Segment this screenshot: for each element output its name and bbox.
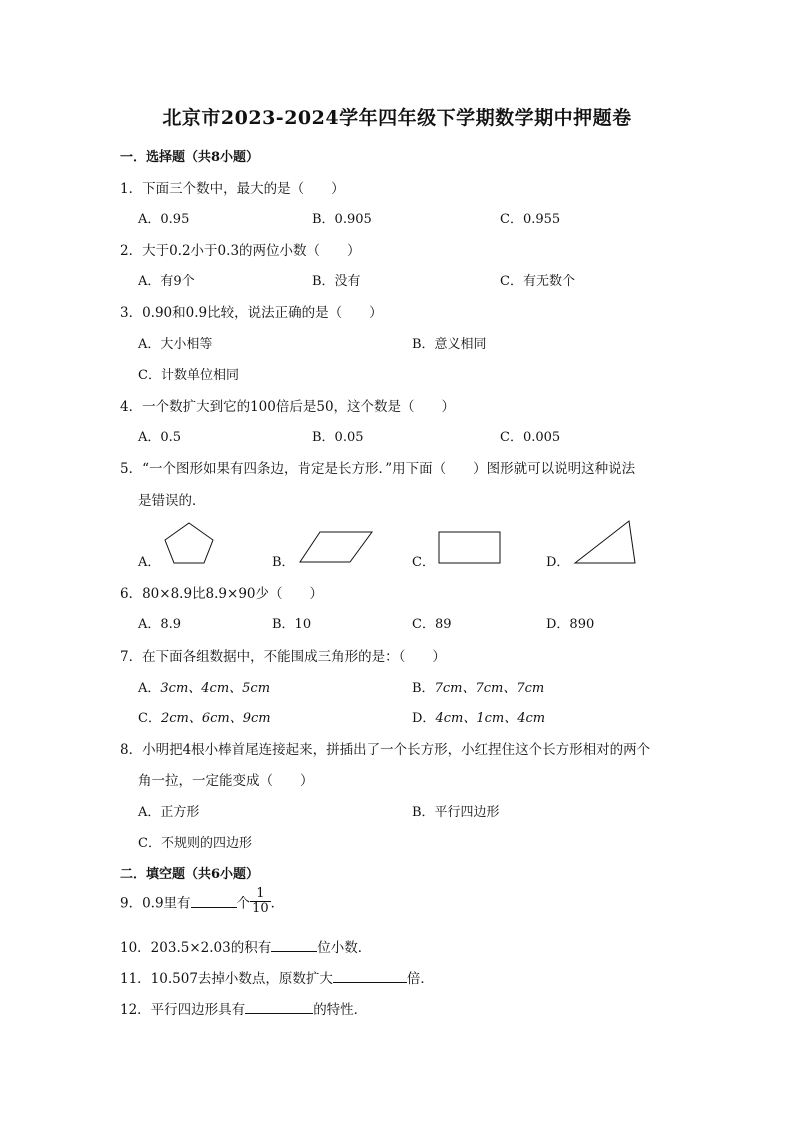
q4-option-b: B．0.05 <box>312 430 364 445</box>
q8-option-c: C．不规则的四边形 <box>138 836 252 851</box>
q8-option-a: A．正方形 <box>138 805 200 820</box>
page-title: 北京市2023-2024学年四年级下学期数学期中押题卷 <box>162 107 632 129</box>
question-3: 3．0.90和0.9比较，说法正确的是（ ） <box>120 305 383 321</box>
q3-option-a: A．大小相等 <box>138 337 213 352</box>
q7-option-a-value: 3cm、4cm、5cm <box>160 681 271 696</box>
q1-option-a: A．0.95 <box>138 212 190 227</box>
q11-text-pre: 11．10.507去掉小数点，原数扩大 <box>120 971 333 987</box>
q1-option-b: B．0.905 <box>312 212 372 227</box>
question-2: 2．大于0.2小于0.3的两位小数（ ） <box>120 243 361 259</box>
q7-option-a <box>138 677 270 696</box>
q7-option-d-label: D． <box>412 711 436 726</box>
q1-option-c: C．0.955 <box>500 212 561 227</box>
q8-option-b: B．平行四边形 <box>412 805 500 820</box>
q7-option-d <box>412 707 545 726</box>
question-6: 6．80×8.9比8.9×90少（ ） <box>120 586 324 602</box>
q10-answer-blank[interactable] <box>271 939 317 952</box>
q9-fraction <box>250 887 271 916</box>
question-8-line-1: 8．小明把4根小棒首尾连接起来，拼插出了一个长方形，小红捏住这个长方形相对的两个 <box>120 742 651 758</box>
q5-option-b: B． <box>272 555 295 570</box>
q6-option-a: A．8.9 <box>138 617 182 632</box>
q7-option-c-value: 2cm、6cm、9cm <box>160 711 271 726</box>
q2-option-c: C．有无数个 <box>500 274 575 289</box>
question-12 <box>120 998 367 1018</box>
q6-option-b: B．10 <box>272 617 312 632</box>
question-11 <box>120 967 434 987</box>
question-5-line-2: 是错误的． <box>138 493 206 509</box>
q12-text-pre: 12．平行四边形具有 <box>120 1002 246 1018</box>
section-heading-choice: 一．选择题（共8小题） <box>120 150 260 165</box>
q9-text-post: ． <box>270 895 285 912</box>
section-heading-fill: 二．填空题（共6小题） <box>120 867 260 882</box>
q3-option-c: C．计数单位相同 <box>138 368 239 383</box>
q9-fraction-denominator: 10 <box>252 901 269 916</box>
question-4: 4．一个数扩大到它的100倍后是50，这个数是（ ） <box>120 399 456 415</box>
q4-option-c: C．0.005 <box>500 430 561 445</box>
q2-option-a: A．有9个 <box>138 274 195 289</box>
q9-answer-blank[interactable] <box>191 895 237 908</box>
q5-option-a: A． <box>138 555 161 570</box>
q11-text-post: 倍． <box>406 971 434 987</box>
q7-option-c <box>138 707 271 726</box>
q7-option-a-label: A． <box>138 681 161 696</box>
q7-option-b-value: 7cm、7cm、7cm <box>434 681 545 696</box>
q5-option-d: D． <box>546 555 570 570</box>
q10-text-pre: 10．203.5×2.03的积有 <box>120 940 272 956</box>
q9-text-pre: 9．0.9里有 <box>120 895 191 912</box>
question-9 <box>120 887 284 916</box>
q7-option-d-value: 4cm、1cm、4cm <box>435 711 546 726</box>
question-5-line-1: 5．“一个图形如果有四条边，肯定是长方形．”用下面（ ）图形就可以说明这种说法 <box>120 461 636 477</box>
q7-option-b <box>412 677 544 696</box>
q3-option-b: B．意义相同 <box>412 337 487 352</box>
q12-text-post: 的特性． <box>313 1002 368 1018</box>
q6-option-c: C．89 <box>412 617 452 632</box>
q11-answer-blank[interactable] <box>333 970 407 983</box>
parallelogram-shape <box>298 530 374 564</box>
question-8-line-2: 角一拉，一定能变成（ ） <box>138 773 314 789</box>
rectangle-shape <box>438 531 502 565</box>
pentagon-shape <box>162 521 216 565</box>
q4-option-a: A．0.5 <box>138 430 182 445</box>
question-7: 7．在下面各组数据中，不能围成三角形的是：（ ） <box>120 649 446 665</box>
q6-option-d: D．890 <box>546 617 595 632</box>
q9-fraction-numerator: 1 <box>250 887 271 902</box>
q12-answer-blank[interactable] <box>245 1001 313 1014</box>
question-10 <box>120 936 371 956</box>
question-1: 1．下面三个数中，最大的是（ ） <box>120 181 345 197</box>
q7-option-c-label: C． <box>138 711 161 726</box>
q5-option-c: C． <box>412 555 435 570</box>
q9-text-mid: 个 <box>236 895 251 912</box>
triangle-shape <box>573 519 637 565</box>
q10-text-post: 位小数． <box>317 940 372 956</box>
q7-option-b-label: B． <box>412 681 435 696</box>
q2-option-b: B．没有 <box>312 274 361 289</box>
